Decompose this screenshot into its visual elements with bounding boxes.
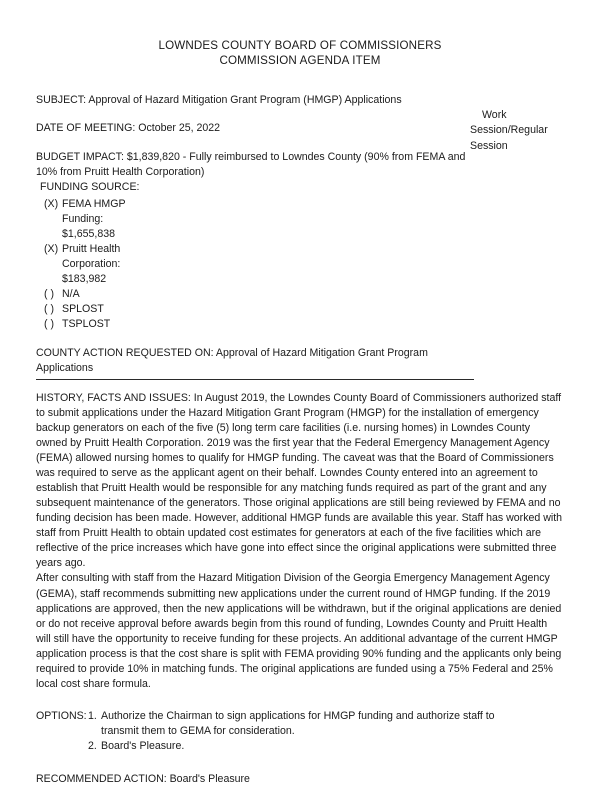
session-line-1: Work xyxy=(482,109,507,121)
list-item[interactable] xyxy=(36,197,564,242)
funding-checkbox-marker[interactable]: (X) xyxy=(44,242,59,255)
funding-checkbox-marker[interactable]: ( ) xyxy=(44,318,54,330)
document-title-line-2: COMMISSION AGENDA ITEM xyxy=(219,54,381,68)
session-line-2: Session/Regular xyxy=(470,124,548,137)
funding-source-label-text: SPLOST xyxy=(62,302,104,315)
funding-checkbox-marker[interactable]: (X) xyxy=(44,197,59,210)
recommended-action-line: RECOMMENDED ACTION: Board's Pleasure xyxy=(36,772,250,785)
funding-source-label-text: TSPLOST xyxy=(62,318,111,330)
option-text: Authorize the Chairman to sign applications for HMGP funding and authorize staff to transmit them to GEMA for consideration. xyxy=(101,709,495,737)
document-header xyxy=(0,0,600,69)
options-list xyxy=(88,709,564,754)
list-item[interactable] xyxy=(88,739,564,754)
funding-source-label: FUNDING SOURCE: xyxy=(40,180,140,193)
county-action-requested-line: COUNTY ACTION REQUESTED ON: Approval of Hazard Mitigation Grant Program Applications xyxy=(36,346,474,380)
list-item[interactable] xyxy=(88,709,564,739)
session-type-block xyxy=(470,108,590,154)
funding-checkbox-marker[interactable]: ( ) xyxy=(44,302,54,315)
date-of-meeting-line: DATE OF MEETING: October 25, 2022 xyxy=(36,121,221,134)
list-item[interactable] xyxy=(36,317,564,332)
option-number: 1. xyxy=(88,709,97,722)
history-paragraph-1: HISTORY, FACTS AND ISSUES: In August 2019, the Lowndes County Board of Commissioners authorized staff to submit applications under the Hazard Mitigation Grant Program (HMGP) for the installation of emergency backup generators on each of the five (5) long term care facilities (i.e. nursing homes) in Lowndes County owned by Pruitt Health Corporation. 2019 was the first year that the Federal Emergency Management Agency (FEMA) allowed nursing homes to qualify for HMGP funding. The caveat was that the Board of Commissioners was required to serve as the applicant agent on their behalf. Lowndes County entered into an agreement to establish that Pruitt Health would be responsible for any matching funds required as part of the grant and any subsequent maintenance of the generators. Those original applications are still being reviewed by FEMA and no funding decision has been made. However, additional HMGP funds are available this year. Staff has worked with staff from Pruitt Health to obtain updated cost estimates for generators at each of the five facilities which are reflective of the price increases which have gone into effect since the original applications were submitted three years ago. xyxy=(36,392,563,570)
options-section xyxy=(36,709,564,754)
budget-impact-line: BUDGET IMPACT: $1,839,820 - Fully reimbursed to Lowndes County (90% from FEMA and 10% from Pruitt Health Corporation) xyxy=(36,150,466,178)
subject-line: SUBJECT: Approval of Hazard Mitigation Grant Program (HMGP) Applications xyxy=(36,93,402,106)
list-item[interactable] xyxy=(36,242,564,287)
funding-source-label-text: N/A xyxy=(62,287,80,300)
history-facts-issues-section xyxy=(36,391,564,692)
history-paragraph-2: After consulting with staff from the Hazard Mitigation Division of the Georgia Emergency Management Agency (GEMA), staff recommends submitting new applications under the current round of HMGP funding. If the 2019 applications are approved, then the new applications will be withdrawn, but if the original applications are denied or do not receive approval before awards begin from this round of funding, Lowndes County and Pruitt Health will still have the opportunity to receive funding for these projects. An additional advantage of the current HMGP application process is that the cost share is split with FEMA providing 90% funding and the applicants only being required to provide 10% in matching funds. The original applications are funded using a 75% Federal and 25% local cost share formula. xyxy=(36,572,562,690)
session-line-3: Session xyxy=(470,139,508,152)
list-item[interactable] xyxy=(36,287,564,302)
options-label: OPTIONS: xyxy=(36,709,87,722)
document-title-line-1: LOWNDES COUNTY BOARD OF COMMISSIONERS xyxy=(158,39,442,52)
funding-source-label-text: Pruitt Health Corporation: $183,982 xyxy=(62,242,121,285)
funding-checkbox-marker[interactable]: ( ) xyxy=(44,287,54,300)
option-number: 2. xyxy=(88,739,97,752)
list-item[interactable] xyxy=(36,302,564,317)
funding-source-label-text: FEMA HMGP Funding: $1,655,838 xyxy=(62,197,126,240)
funding-source-list xyxy=(36,197,564,332)
funding-source-list-container xyxy=(36,197,564,332)
option-text: Board's Pleasure. xyxy=(101,739,185,752)
